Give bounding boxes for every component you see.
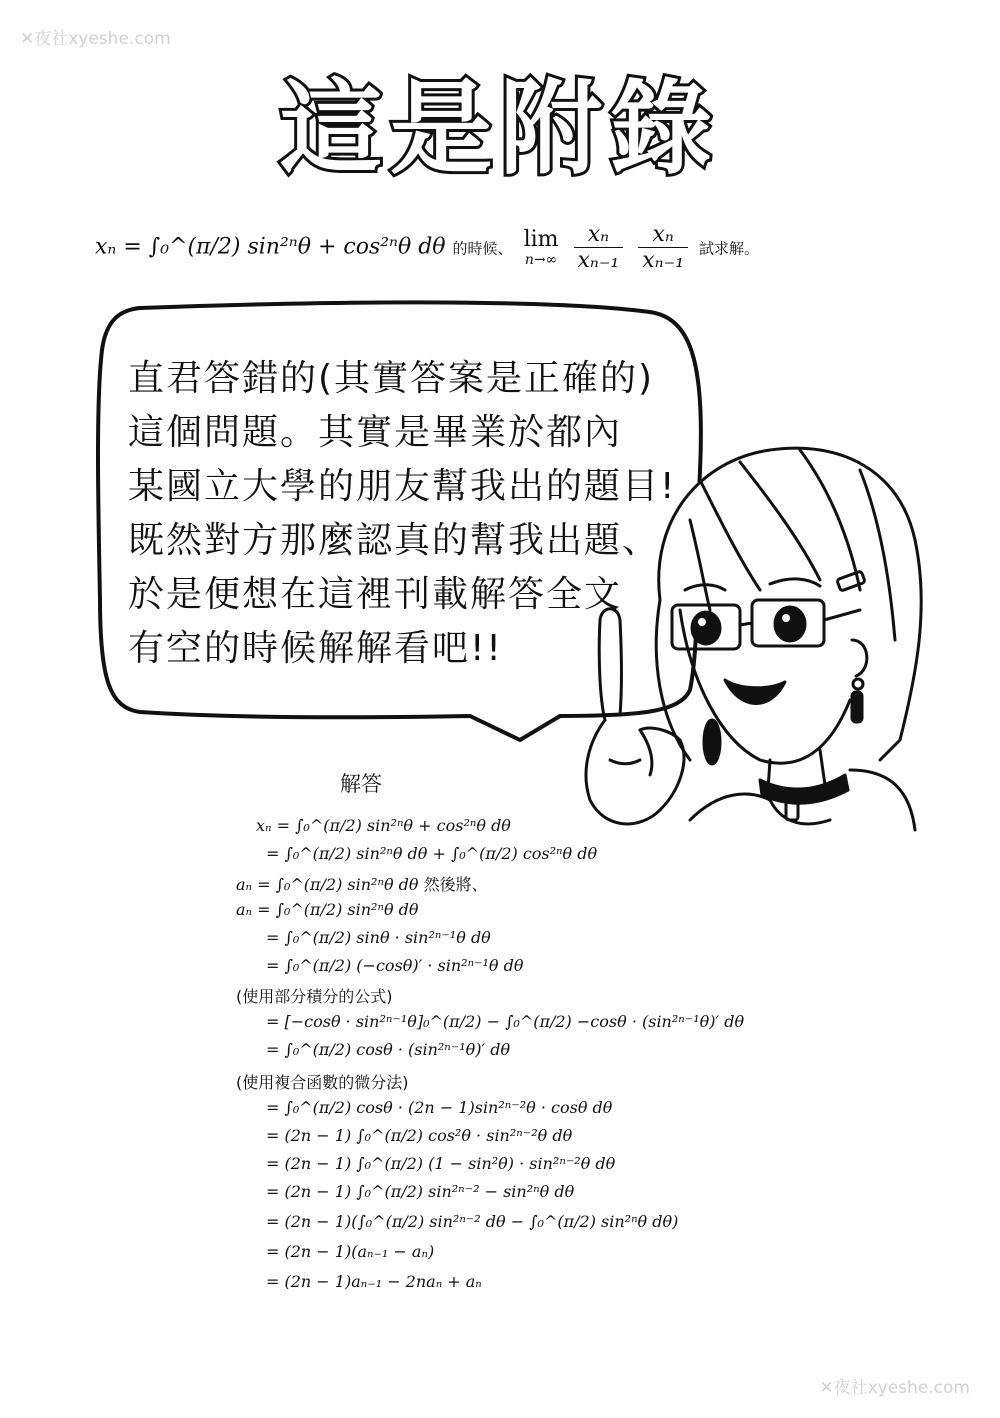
limit-word: lim xyxy=(523,227,559,252)
page-title: 這是附錄 xyxy=(280,70,720,189)
answer-line: = [−cosθ · sin²ⁿ⁻¹θ]₀^(π/2) − ∫₀^(π/2) −cosθ · (sin²ⁿ⁻¹θ)′ dθ xyxy=(266,1012,745,1031)
bubble-line: 於是便想在這裡刊載解答全文 xyxy=(128,574,623,615)
answer-line: = ∫₀^(π/2) sinθ · sin²ⁿ⁻¹θ dθ xyxy=(266,928,491,947)
answer-line: = ∫₀^(π/2) (−cosθ)′ · sin²ⁿ⁻¹θ dθ xyxy=(266,956,524,975)
limit-sub: n→∞ xyxy=(524,252,558,268)
answer-line: = (2n − 1) ∫₀^(π/2) cos²θ · sin²ⁿ⁻²θ dθ xyxy=(266,1126,573,1145)
answer-line: aₙ = ∫₀^(π/2) sin²ⁿθ dθ xyxy=(236,900,419,919)
watermark-bottom: ✕夜社xyeshe.com xyxy=(819,1378,970,1398)
fraction-1-num: xₙ xyxy=(574,222,624,248)
answer-line: = (2n − 1)(∫₀^(π/2) sin²ⁿ⁻² dθ − ∫₀^(π/2) sin²ⁿθ dθ) xyxy=(266,1212,679,1231)
bubble-line: 直君答錯的(其實答案是正確的) xyxy=(128,358,655,399)
fraction-2-num: xₙ xyxy=(638,222,688,248)
fraction-1-den: xₙ₋₁ xyxy=(577,248,620,273)
answer-line: = ∫₀^(π/2) cosθ · (2n − 1)sin²ⁿ⁻²θ · cosθ dθ xyxy=(266,1098,613,1117)
answer-line-note: 然後將、 xyxy=(423,875,488,894)
watermark-top: ✕夜社xyeshe.com xyxy=(20,29,171,49)
answer-line: = ∫₀^(π/2) cosθ · (sin²ⁿ⁻¹θ)′ dθ xyxy=(266,1040,511,1059)
answer-heading: 解答 xyxy=(340,772,382,796)
answer-line: = ∫₀^(π/2) sin²ⁿθ dθ + ∫₀^(π/2) cos²ⁿθ dθ xyxy=(266,844,598,863)
problem-end-text: 試求解。 xyxy=(699,239,760,258)
bubble-line: 既然對方那麼認真的幫我出題、 xyxy=(128,520,661,561)
answer-line-math: aₙ = ∫₀^(π/2) sin²ⁿθ dθ xyxy=(236,875,419,894)
problem-mid-text: 的時候、 xyxy=(452,239,513,258)
bubble-line: 有空的時候解解看吧!! xyxy=(128,628,503,669)
answer-note: (使用複合函數的微分法) xyxy=(236,1073,409,1092)
answer-line: xₙ = ∫₀^(π/2) sin²ⁿθ + cos²ⁿθ dθ xyxy=(256,816,511,835)
answer-line: = (2n − 1)aₙ₋₁ − 2naₙ + aₙ xyxy=(266,1272,482,1291)
answer-line: = (2n − 1) ∫₀^(π/2) sin²ⁿ⁻² − sin²ⁿθ dθ xyxy=(266,1182,575,1201)
bubble-line: 這個問題。其實是畢業於都內 xyxy=(128,412,623,453)
answer-note: (使用部分積分的公式) xyxy=(236,987,393,1006)
problem-formula: xₙ = ∫₀^(π/2) sin²ⁿθ + cos²ⁿθ dθ xyxy=(95,234,446,260)
answer-line: = (2n − 1)(aₙ₋₁ − aₙ) xyxy=(266,1242,435,1261)
answer-line: = (2n − 1) ∫₀^(π/2) (1 − sin²θ) · sin²ⁿ⁻²θ dθ xyxy=(266,1154,616,1173)
answer-line xyxy=(236,872,488,895)
bubble-line: 某國立大學的朋友幫我出的題目! xyxy=(128,466,677,507)
fraction-2-den: xₙ₋₁ xyxy=(642,248,685,273)
